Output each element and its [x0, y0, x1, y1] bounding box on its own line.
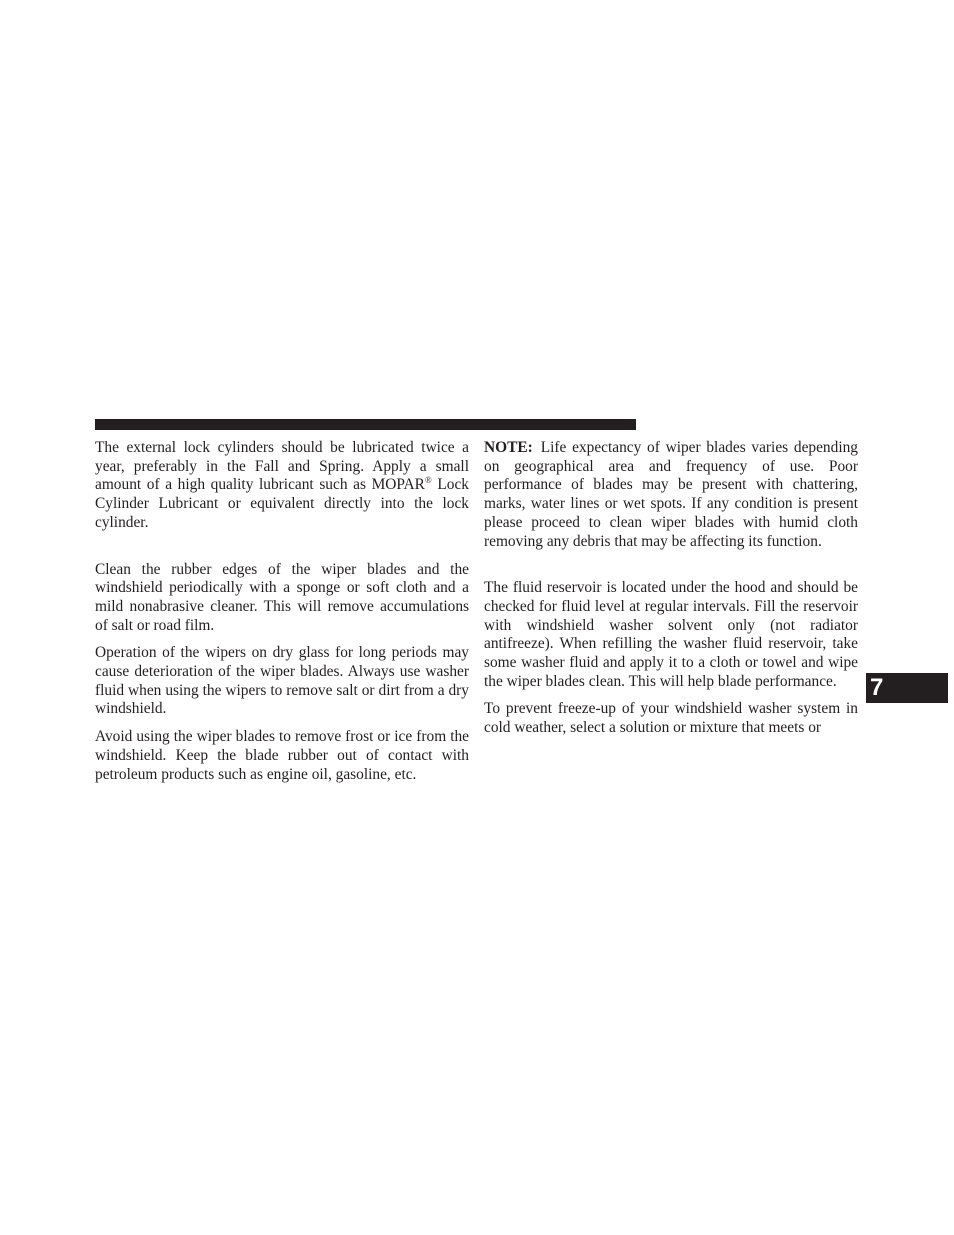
section-rule: [95, 419, 636, 430]
wiper-cleaning-paragraph: Clean the rubber edges of the wiper blades and the windshield periodically with a sponge or soft cloth and a mild nonabrasive cleaner. This will remove accumulations of salt or road film.: [95, 560, 469, 634]
chapter-tab: 7: [866, 673, 948, 703]
note-text: Life expectancy of wiper blades varies depending on geographical area and frequency of use. Poor performance of blades may be present with chattering, marks, water lines or wet spots. If any condition is present please proceed to clean wiper blades with humid cloth removing any debris that may be affecting its function.: [484, 439, 858, 550]
fluid-reservoir-paragraph: The fluid reservoir is located under the hood and should be checked for fluid level at regular intervals. Fill the reservoir with windshield washer solvent only (not radiator antifreeze). When refilling the washer fluid reservoir, take some washer fluid and apply it to a cloth or towel and wipe the wiper blades clean. This will help blade performance.: [484, 579, 858, 690]
lock-cylinder-text-a: The external lock cylinders should be lubricated twice a year, preferably in the Fall and Spring. Apply a small amount of a high quality lubricant such as MOPAR: [95, 439, 469, 494]
note-label: NOTE:: [484, 439, 533, 456]
lock-cylinder-text-b: Lock Cylinder Lubricant or equivalent directly into the lock cylinder.: [95, 476, 469, 531]
lock-cylinder-paragraph: [95, 439, 469, 533]
freeze-up-paragraph: To prevent freeze-up of your windshield washer system in cold weather, select a solution or mixture that meets or: [484, 700, 858, 737]
dry-glass-paragraph: Operation of the wipers on dry glass for long periods may cause deterioration of the wiper blades. Always use washer fluid when using the wipers to remove salt or dirt from a dry windshield.: [95, 644, 469, 718]
left-column: [95, 439, 469, 784]
note-paragraph: [484, 439, 858, 551]
right-column: [484, 439, 858, 738]
frost-ice-paragraph: Avoid using the wiper blades to remove frost or ice from the windshield. Keep the blade rubber out of contact with petroleum products such as engine oil, gasoline, etc.: [95, 728, 469, 783]
registered-mark: ®: [424, 475, 432, 486]
